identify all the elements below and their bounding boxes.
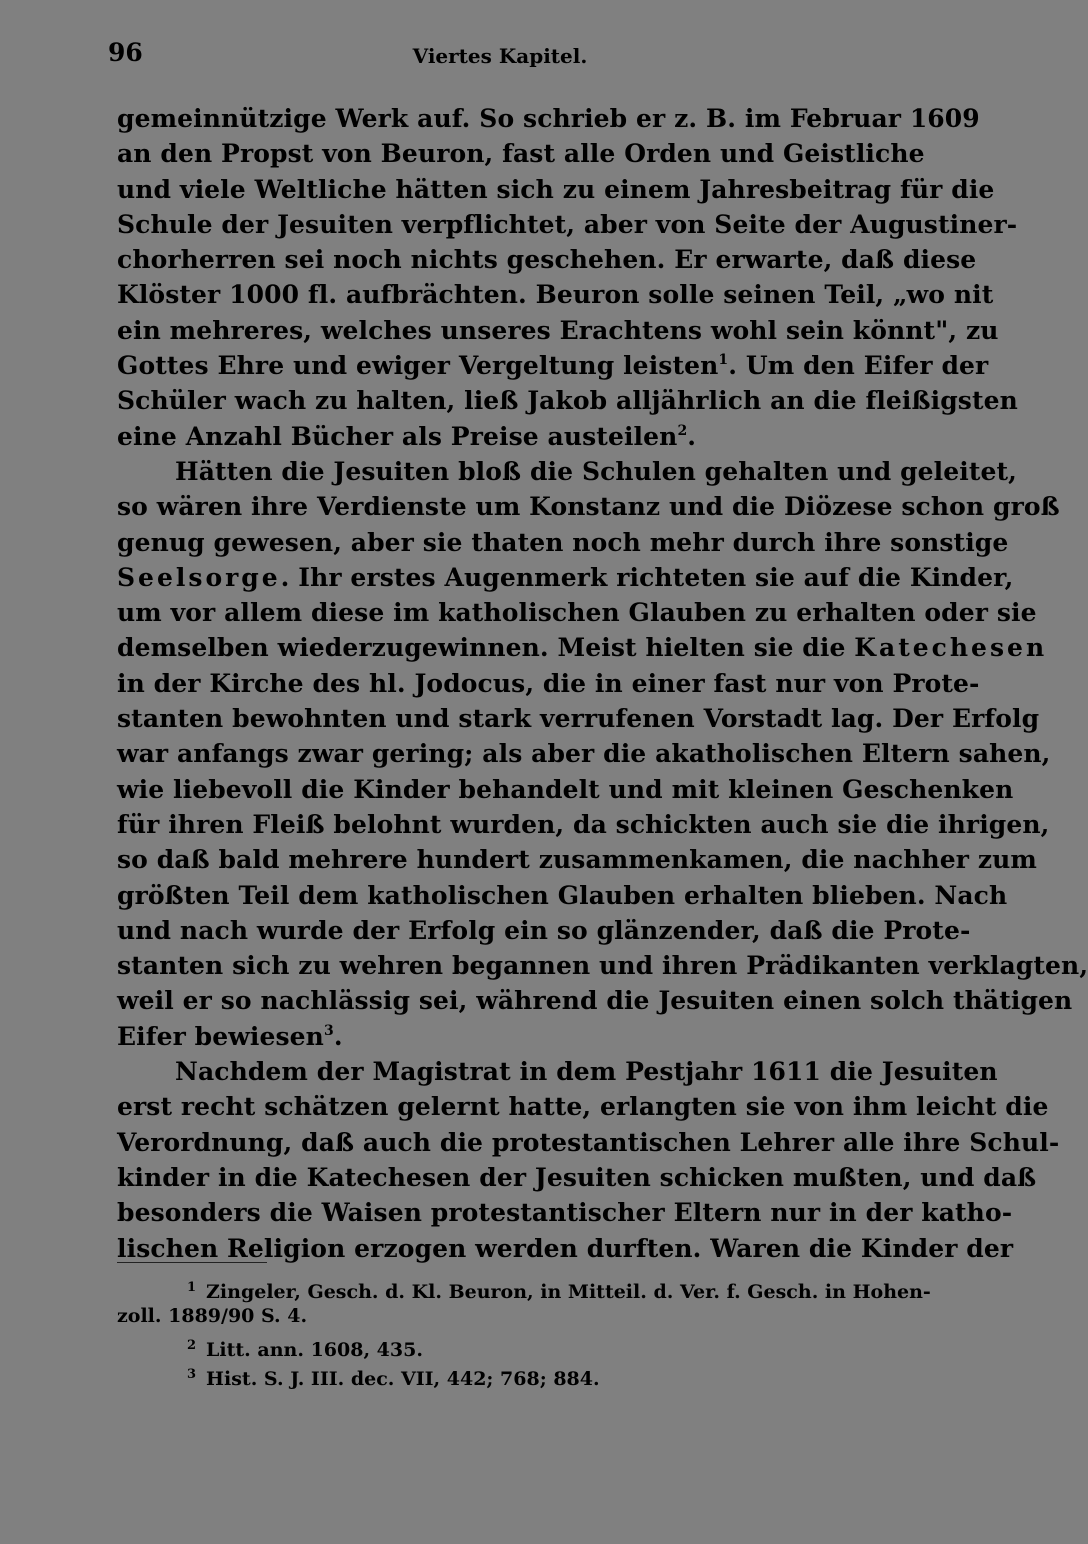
page-number: 96 <box>108 38 143 67</box>
text-line <box>117 348 989 383</box>
text-line: größten Teil dem katholischen Glauben erhalten blieben. Nach <box>117 880 1008 910</box>
text-segment: Eifer bewiesen <box>117 1021 324 1051</box>
footnote-separator <box>117 1262 267 1263</box>
text-line: um vor allem diese im katholischen Glauben zu erhalten oder sie <box>117 598 1037 628</box>
text-line: gemeinnützige Werk auf. So schrieb er z. B. im Februar 1609 <box>117 104 980 133</box>
text-segment: . Um den Eifer der <box>728 351 989 381</box>
text-line: kinder in die Katechesen der Jesuiten schicken mußten, und daß <box>117 1162 1037 1192</box>
text-segment: demselben wiederzugewinnen. Meist hielten sie die <box>117 633 846 663</box>
text-line: wie liebevoll die Kinder behandelt und mit kleinen Geschenken <box>117 774 1014 804</box>
text-line: stanten sich zu wehren begannen und ihren Prädikanten verklagten, <box>117 951 1088 981</box>
running-title <box>0 44 1000 68</box>
text-line: an den Propst von Beuron, fast alle Orden und Geistliche <box>117 139 925 169</box>
body-text <box>117 101 1088 1266</box>
text-line: Schule der Jesuiten verpflichtet, aber von Seite der Augustiner- <box>117 209 1018 239</box>
text-line: eine Anzahl Bücher als Preise austeilen$^2$. <box>117 421 697 451</box>
text-line: erst recht schätzen gelernt hatte, erlangten sie von ihm leicht die <box>117 1092 1049 1122</box>
text-line: so wären ihre Verdienste um Konstanz und die Diözese schon groß <box>117 492 1060 522</box>
text-line <box>117 630 1048 665</box>
footnote-1-continued: zoll. 1889/90 S. 4. <box>117 1305 308 1327</box>
running-title-text: Viertes Kapitel. <box>412 44 588 68</box>
text-segment: Gottes Ehre und ewiger Vergeltung leisten <box>117 351 719 381</box>
footnote-text: Zingeler, Gesch. d. Kl. Beuron, in Mitteil. d. Ver. f. Gesch. in Hohen- <box>206 1281 931 1303</box>
footnote-ref[interactable]: 3 <box>323 1022 334 1039</box>
footnote-number: 1 <box>187 1280 197 1295</box>
text-line <box>117 560 1014 595</box>
text-segment: eine Anzahl Bücher als Preise austeilen <box>117 421 678 451</box>
footnote-2 <box>117 1331 899 1360</box>
text-line: in der Kirche des hl. Jodocus, die in einer fast nur von Prote- <box>117 668 980 698</box>
footnotes <box>117 1273 931 1390</box>
text-line: Hätten die Jesuiten bloß die Schulen gehalten und geleitet, <box>175 456 1017 486</box>
text-line: für ihren Fleiß belohnt wurden, da schickten auch sie die ihrigen, <box>117 809 1050 839</box>
text-line: Klöster 1000 fl. aufbrächten. Beuron solle seinen Teil, „wo nit <box>117 280 994 310</box>
spaced-term: Seelsorge <box>117 562 281 592</box>
footnote-1 <box>117 1273 931 1303</box>
text-line: besonders die Waisen protestantischer Eltern nur in der katho- <box>117 1198 1013 1228</box>
text-line: Verordnung, daß auch die protestantischen Lehrer alle ihre Schul- <box>117 1127 1060 1157</box>
text-line: lischen Religion erzogen werden durften. Waren die Kinder der <box>117 1233 1014 1263</box>
text-line: genug gewesen, aber sie thaten noch mehr durch ihre sonstige <box>117 527 1009 557</box>
text-line: und viele Weltliche hätten sich zu einem Jahresbeitrag für die <box>117 174 995 204</box>
text-line: war anfangs zwar gering; als aber die akatholischen Eltern sahen, <box>117 739 1051 769</box>
text-line: Eifer bewiesen$^3$. <box>117 1021 343 1051</box>
text-line: Schüler wach zu halten, ließ Jakob alljährlich an die fleißigsten <box>117 386 1018 416</box>
text-line: weil er so nachlässig sei, während die Jesuiten einen solch thätigen <box>117 986 1073 1016</box>
footnote-ref[interactable]: 2 <box>677 422 688 439</box>
footnote-text: Litt. ann. 1608, 435. <box>206 1339 423 1361</box>
text-line: so daß bald mehrere hundert zusammenkamen, die nachher zum <box>117 845 1037 875</box>
footnote-3 <box>117 1360 899 1389</box>
text-line: stanten bewohnten und stark verrufenen Vorstadt lag. Der Erfolg <box>117 704 1040 734</box>
spaced-term: Katechesen <box>854 633 1048 663</box>
footnote-text: Hist. S. J. III. dec. VII, 442; 768; 884. <box>206 1368 600 1390</box>
text-line: Nachdem der Magistrat in dem Pestjahr 1611 die Jesuiten <box>175 1057 998 1087</box>
text-line: chorherren sei noch nichts geschehen. Er erwarte, daß diese <box>117 245 977 275</box>
footnote-ref[interactable]: 1 <box>718 352 729 369</box>
text-line: und nach wurde der Erfolg ein so glänzender, daß die Prote- <box>117 915 971 945</box>
text-segment: . Ihr erstes Augenmerk richteten sie auf die Kinder, <box>280 562 1014 592</box>
footnote-number: 3 <box>187 1367 197 1382</box>
text-line: ein mehreres, welches unseres Erachtens wohl sein könnt", zu <box>117 315 999 345</box>
footnote-number: 2 <box>187 1338 197 1353</box>
